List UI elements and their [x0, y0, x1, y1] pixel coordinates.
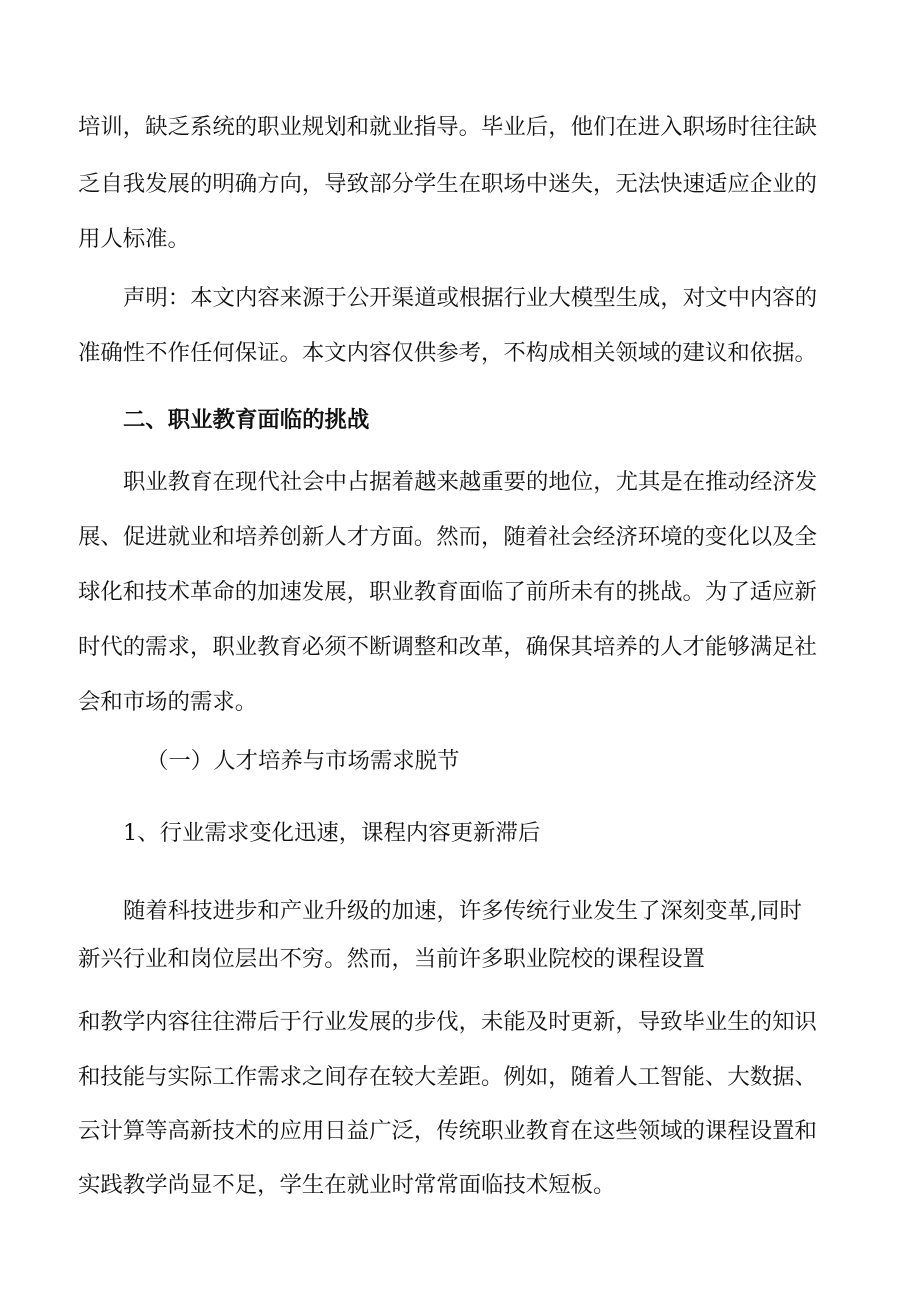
text-line: 实践教学尚显不足，学生在就业时常常面临技术短板。: [78, 1172, 616, 1198]
text-line: 时代的需求，职业教育必须不断调整和改革，确保其培养的人才能够满足社: [78, 634, 817, 660]
text-line: 随着科技进步和产业升级的加速，许多传统行业发生了深刻变革,同时: [123, 898, 802, 924]
text-line: 乏自我发展的明确方向，导致部分学生在职场中迷失，无法快速适应企业的: [78, 171, 817, 197]
text-line: 和技能与实际工作需求之间存在较大差距。例如，随着人工智能、大数据、: [78, 1064, 817, 1090]
subsection-heading: （一）人才培养与市场需求脱节: [146, 748, 460, 774]
text-line: 球化和技术革命的加速发展，职业教育面临了前所未有的挑战。为了适应新: [78, 579, 817, 605]
text-line: 会和市场的需求。: [78, 689, 258, 715]
text-line: 培训，缺乏系统的职业规划和就业指导。毕业后，他们在进入职场时往往缺: [78, 114, 817, 140]
text-line: 和教学内容往往滞后于行业发展的步伐，未能及时更新，导致毕业生的知识: [78, 1009, 817, 1035]
item-heading: 1、行业需求变化迅速，课程内容更新滞后: [123, 820, 541, 846]
text-line: 新兴行业和岗位层出不穷。然而，当前许多职业院校的课程设置: [78, 946, 705, 972]
section-heading: 二、职业教育面临的挑战: [123, 407, 370, 433]
text-line: 职业教育在现代社会中占据着越来越重要的地位，尤其是在推动经济发: [123, 469, 818, 495]
text-line: 展、促进就业和培养创新人才方面。然而，随着社会经济环境的变化以及全: [78, 524, 817, 550]
text-line: 用人标准。: [78, 226, 190, 252]
text-line: 准确性不作任何保证。本文内容仅供参考，不构成相关领域的建议和依据。: [78, 340, 817, 366]
text-line: 云计算等高新技术的应用日益广泛，传统职业教育在这些领域的课程设置和: [78, 1118, 817, 1144]
text-line: 声明：本文内容来源于公开渠道或根据行业大模型生成，对文中内容的: [123, 285, 818, 311]
